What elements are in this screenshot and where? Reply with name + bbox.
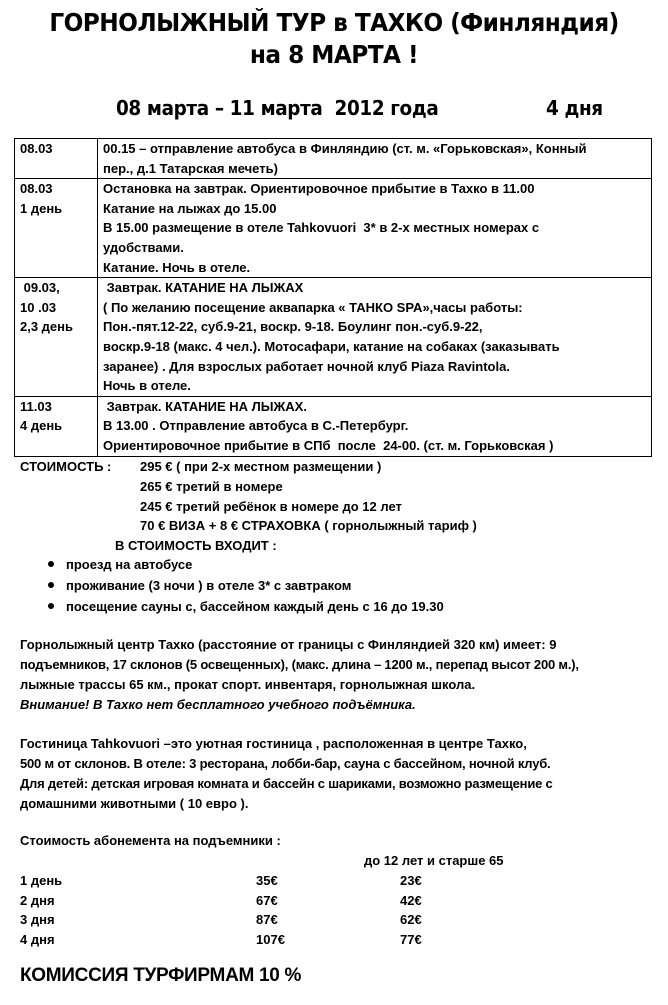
schedule-description-line: Ночь в отеле. — [103, 378, 191, 394]
schedule-row — [15, 396, 652, 456]
schedule-date: 4 день — [20, 418, 63, 434]
price-line-3: 245 € третий ребёнок в номере до 12 лет — [140, 499, 402, 514]
price-line-2: 265 € третий в номере — [140, 479, 283, 494]
schedule-description-line: ( По желанию посещение аквапарка « ТАНКО SPA»,часы работы: — [103, 299, 523, 315]
lift-pass-heading: Стоимость абонемента на подъемники : — [20, 833, 281, 848]
lift-row-period: 3 дня — [20, 912, 55, 927]
bullet-icon — [48, 582, 54, 588]
schedule-date-cell — [15, 396, 98, 456]
price-label: СТОИМОСТЬ : — [20, 459, 112, 474]
schedule-description-line: 00.15 – отправление автобуса в Финляндию (ст. м. «Горьковская», Конный — [103, 141, 587, 156]
tour-duration: 4 дня — [546, 96, 603, 120]
schedule-date: 11.03 — [20, 398, 52, 414]
schedule-date: 1 день — [20, 200, 63, 216]
schedule-description-line: Пон.-пят.12-22, суб.9-21, воскр. 9-18. Боулинг пон.-суб.9-22, — [103, 319, 483, 335]
lift-row-child: 23€ — [400, 873, 422, 888]
agency-commission: КОМИССИЯ ТУРФИРМАМ 10 % — [20, 965, 302, 986]
schedule-date: 08.03 — [20, 181, 53, 197]
schedule-description-line: Завтрак. КАТАНИЕ НА ЛЫЖАХ. — [103, 398, 307, 414]
lift-row-adult: 67€ — [256, 893, 278, 908]
bullet-icon — [48, 603, 54, 609]
bullet-icon — [48, 561, 54, 567]
lift-row-adult: 107€ — [256, 932, 285, 947]
schedule-description-line: заранее) . Для взрослых работает ночной клуб Piaza Ravintola. — [103, 358, 510, 374]
lift-row-period: 1 день — [20, 873, 63, 888]
schedule-date-cell — [15, 139, 98, 179]
schedule-description-line: пер., д.1 Татарская мечеть) — [103, 160, 278, 176]
included-item: проезд на автобусе — [24, 554, 444, 575]
schedule-description-line: воскр.9-18 (макс. 4 чел.). Мотосафари, катание на собаках (заказывать — [103, 338, 560, 354]
schedule-description-line: Завтрак. КАТАНИЕ НА ЛЫЖАХ — [103, 280, 304, 296]
included-item: проживание (3 ночи ) в отеле 3* с завтраком — [24, 575, 444, 596]
lift-row-child: 42€ — [400, 893, 422, 908]
lift-row-adult: 87€ — [256, 912, 278, 927]
price-line-4: 70 € ВИЗА + 8 € СТРАХОВКА ( горнолыжный тариф ) — [140, 518, 477, 533]
schedule-table — [14, 138, 652, 457]
schedule-description-line: Катание на лыжах до 15.00 — [103, 200, 277, 216]
schedule-description-cell — [98, 396, 652, 456]
schedule-description-line: В 13.00 . Отправление автобуса в С.-Петербург. — [103, 418, 409, 434]
lift-row-child: 62€ — [400, 912, 422, 927]
included-item: посещение сауны с, бассейном каждый день с 16 до 19.30 — [24, 596, 444, 617]
tour-dates: 08 марта – 11 марта 2012 года — [116, 96, 439, 120]
schedule-description-cell — [98, 278, 652, 397]
schedule-description-line: Ориентировочное прибытие в СПб после 24-00. (ст. м. Горьковская ) — [103, 437, 554, 453]
included-list — [24, 554, 444, 617]
lift-row-adult: 35€ — [256, 873, 278, 888]
price-line-1: 295 € ( при 2-х местном размещении ) — [140, 459, 382, 474]
schedule-row — [15, 179, 652, 278]
schedule-description-cell — [98, 179, 652, 278]
schedule-date: 10 .03 — [20, 299, 57, 315]
schedule-date: 09.03, — [20, 280, 60, 296]
included-heading: В СТОИМОСТЬ ВХОДИТ : — [115, 538, 277, 553]
schedule-description-cell — [98, 139, 652, 179]
schedule-row — [15, 139, 652, 179]
schedule-description-line: Остановка на завтрак. Ориентировочное прибытие в Тахко в 11.00 — [103, 181, 535, 197]
lift-row-period: 4 дня — [20, 932, 55, 947]
hotel-description: Гостиница Tahkovuori –это уютная гостиница , расположенная в центре Тахко, 500 м от склонов. В отеле: 3 ресторана, лобби-бар, сауна с бассейном, ночной клуб. Для детей: детская игровая комната и бассейн с шариками, возможно размещение с домашними животными ( 10 евро ). — [20, 736, 553, 811]
resort-warning: Внимание! В Тахко нет бесплатного учебного подъёмника. — [20, 697, 416, 712]
page-title-line2: на 8 МАРТА ! — [249, 40, 419, 69]
lift-row-period: 2 дня — [20, 893, 55, 908]
schedule-date: 08.03 — [20, 141, 53, 156]
schedule-date-cell — [15, 179, 98, 278]
lift-row-child: 77€ — [400, 932, 422, 947]
schedule-date-cell — [15, 278, 98, 397]
schedule-row — [15, 278, 652, 397]
schedule-description-line: В 15.00 размещение в отеле Tahkovuori 3* в 2-х местных номерах с — [103, 220, 540, 236]
schedule-description-line: Катание. Ночь в отеле. — [103, 259, 251, 275]
schedule-description-line: удобствами. — [103, 239, 184, 255]
lift-pass-child-header: до 12 лет и старше 65 — [364, 853, 504, 868]
resort-description: Горнолыжный центр Тахко (расстояние от границы с Финляндией 320 км) имеет: 9 подъемников, 17 склонов (5 освещенных), (макс. длина – 1200 м., перепад высот 200 м.), лыжные трассы 65 км., прокат спорт. инвентаря, горнолыжная школа. Внимание! В Тахко нет бесплатного учебного подъёмника. — [20, 635, 579, 715]
schedule-date: 2,3 день — [20, 319, 74, 335]
page-title-line1: ГОРНОЛЫЖНЫЙ ТУР в ТАХКО (Финляндия) — [49, 8, 619, 37]
